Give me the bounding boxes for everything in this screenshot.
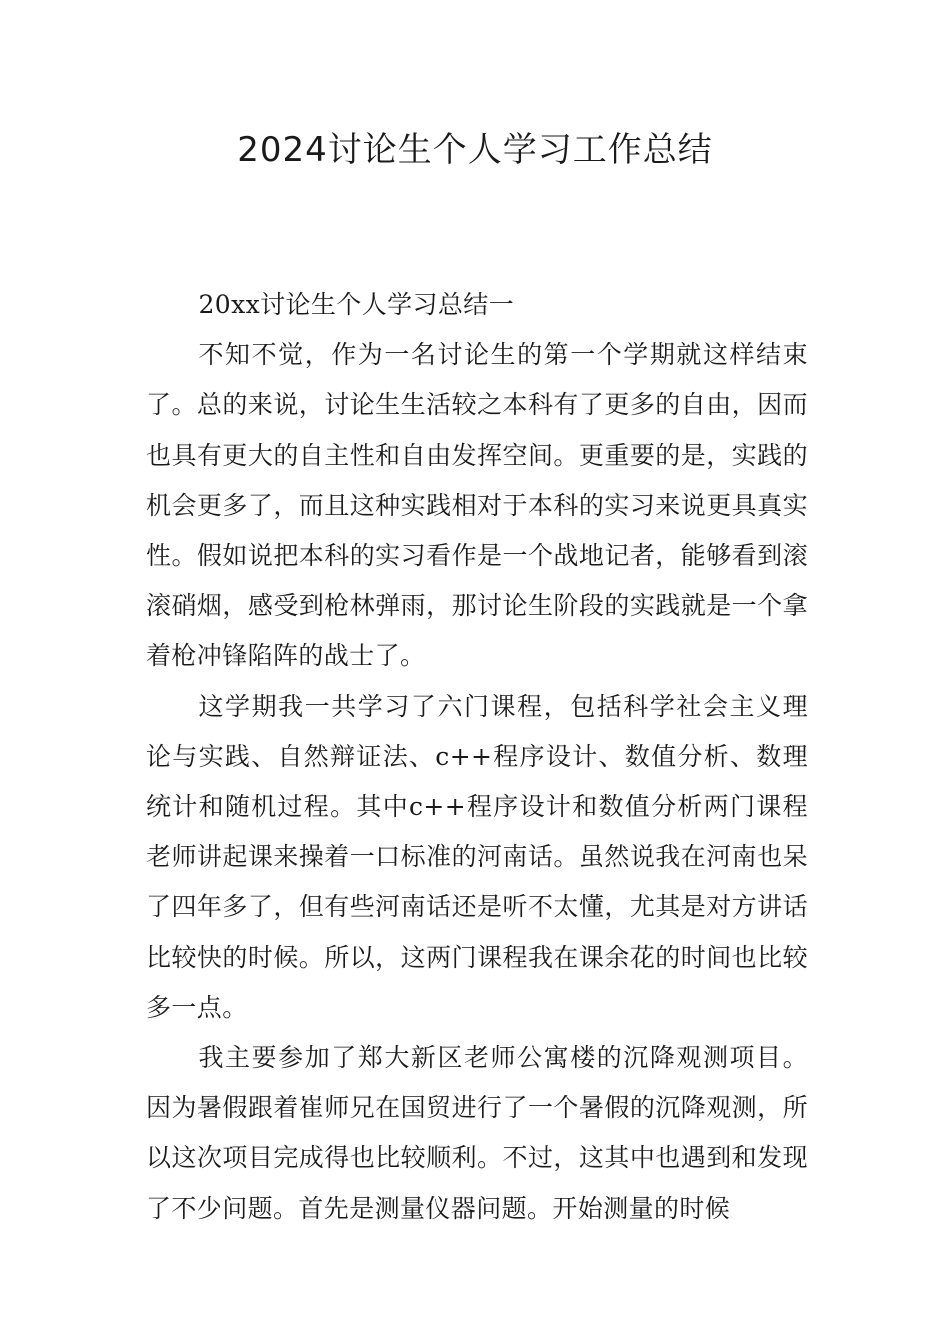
paragraph-courses: 这学期我一共学习了六门课程，包括科学社会主义理论与实践、自然辩证法、c++程序设计、数值分析、数理统计和随机过程。其中c++程序设计和数值分析两门课程老师讲起课来操着一口标准的河南话。虽然说我在河南也呆了四年多了，但有些河南话还是听不太懂，尤其是对方讲话比较快的时候。所以，这两门课程我在课余花的时间也比较多一点。 <box>146 691 808 1022</box>
paragraph-project: 我主要参加了郑大新区老师公寓楼的沉降观测项目。因为暑假跟着崔师兄在国贸进行了一个暑假的沉降观测，所以这次项目完成得也比较顺利。不过，这其中也遇到和发现了不少问题。首先是测量仪器问题。开始测量的时候 <box>146 1043 808 1223</box>
document-title: 2024讨论生个人学习工作总结 <box>237 130 713 170</box>
section-heading: 20xx讨论生个人学习总结一 <box>198 290 515 319</box>
document-body <box>146 280 808 1234</box>
paragraph-intro: 不知不觉，作为一名讨论生的第一个学期就这样结束了。总的来说，讨论生生活较之本科有了更多的自由，因而也具有更大的自主性和自由发挥空间。更重要的是，实践的机会更多了，而且这种实践相对于本科的实习来说更具真实性。假如说把本科的实习看作是一个战地记者，能够看到滚滚硝烟，感受到枪林弹雨，那讨论生阶段的实践就是一个拿着枪冲锋陷阵的战士了。 <box>146 340 808 671</box>
